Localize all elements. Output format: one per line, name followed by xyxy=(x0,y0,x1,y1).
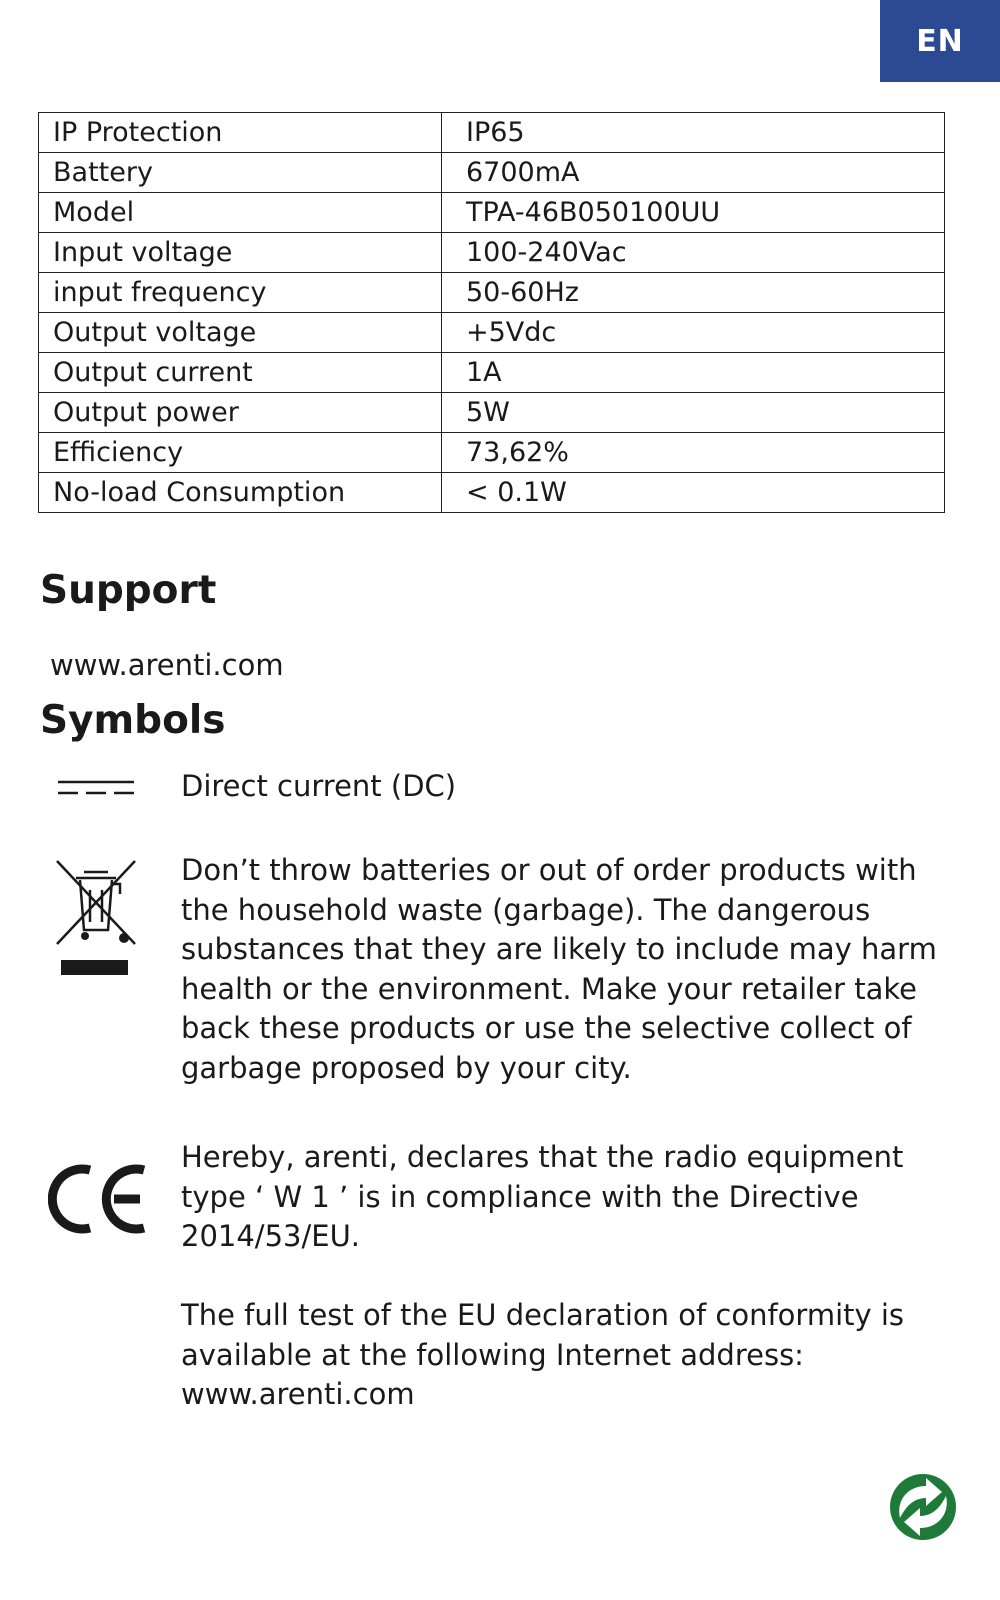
crossed-bin-icon xyxy=(54,858,138,982)
ce-line: Hereby, arenti, declares that the radio equipment xyxy=(181,1140,904,1174)
weee-description xyxy=(181,851,937,1088)
spec-label: No-load Consumption xyxy=(39,473,442,513)
spec-row xyxy=(39,273,945,313)
spec-value: TPA-46B050100UU xyxy=(442,193,945,233)
weee-line: garbage proposed by your city. xyxy=(181,1050,632,1085)
spec-label: Output current xyxy=(39,353,442,393)
spec-row xyxy=(39,473,945,513)
ce-declaration xyxy=(181,1138,903,1257)
spec-label: Input voltage xyxy=(39,233,442,273)
spec-value: 100-240Vac xyxy=(442,233,945,273)
weee-line: Don’t throw batteries or out of order products with xyxy=(181,853,917,887)
dc-description: Direct current (DC) xyxy=(181,769,457,803)
language-tab: EN xyxy=(880,0,1000,82)
spec-row xyxy=(39,433,945,473)
spec-value: 6700mA xyxy=(442,153,945,193)
spec-row xyxy=(39,233,945,273)
ce-line: type ‘ W 1 ’ is in compliance with the Directive xyxy=(181,1179,859,1214)
ce-full-line: available at the following Internet address: xyxy=(181,1337,804,1372)
weee-line: back these products or use the selective collect of xyxy=(181,1011,912,1045)
symbols-heading: Symbols xyxy=(40,698,226,743)
direct-current-icon xyxy=(56,778,136,798)
spec-label: Output voltage xyxy=(39,313,442,353)
spec-label: input frequency xyxy=(39,273,442,313)
weee-line: health or the environment. Make your retailer take xyxy=(181,971,917,1006)
specifications-table xyxy=(38,112,945,513)
spec-row xyxy=(39,313,945,353)
spec-label: Efficiency xyxy=(39,433,442,473)
ce-url[interactable]: www.arenti.com xyxy=(181,1377,415,1411)
spec-row xyxy=(39,353,945,393)
green-dot-recycle-icon xyxy=(888,1472,958,1542)
support-heading: Support xyxy=(40,568,217,613)
ce-mark-icon xyxy=(48,1164,150,1234)
spec-value: < 0.1W xyxy=(442,473,945,513)
support-url[interactable]: www.arenti.com xyxy=(50,648,284,682)
spec-row xyxy=(39,113,945,153)
spec-label: Model xyxy=(39,193,442,233)
spec-value: +5Vdc xyxy=(442,313,945,353)
spec-value: 73,62% xyxy=(442,433,945,473)
ce-line: 2014/53/EU. xyxy=(181,1219,361,1253)
spec-value: 50-60Hz xyxy=(442,273,945,313)
spec-value: 5W xyxy=(442,393,945,433)
spec-value: 1A xyxy=(442,353,945,393)
spec-row xyxy=(39,153,945,193)
spec-value: IP65 xyxy=(442,113,945,153)
spec-label: Battery xyxy=(39,153,442,193)
spec-label: Output power xyxy=(39,393,442,433)
spec-label: IP Protection xyxy=(39,113,442,153)
weee-line: substances that they are likely to include may harm xyxy=(181,932,937,966)
ce-full-declaration xyxy=(181,1296,904,1415)
weee-line: the household waste (garbage). The dangerous xyxy=(181,892,871,927)
ce-full-line: The full test of the EU declaration of conformity is xyxy=(181,1298,905,1332)
spec-row xyxy=(39,393,945,433)
spec-row xyxy=(39,193,945,233)
